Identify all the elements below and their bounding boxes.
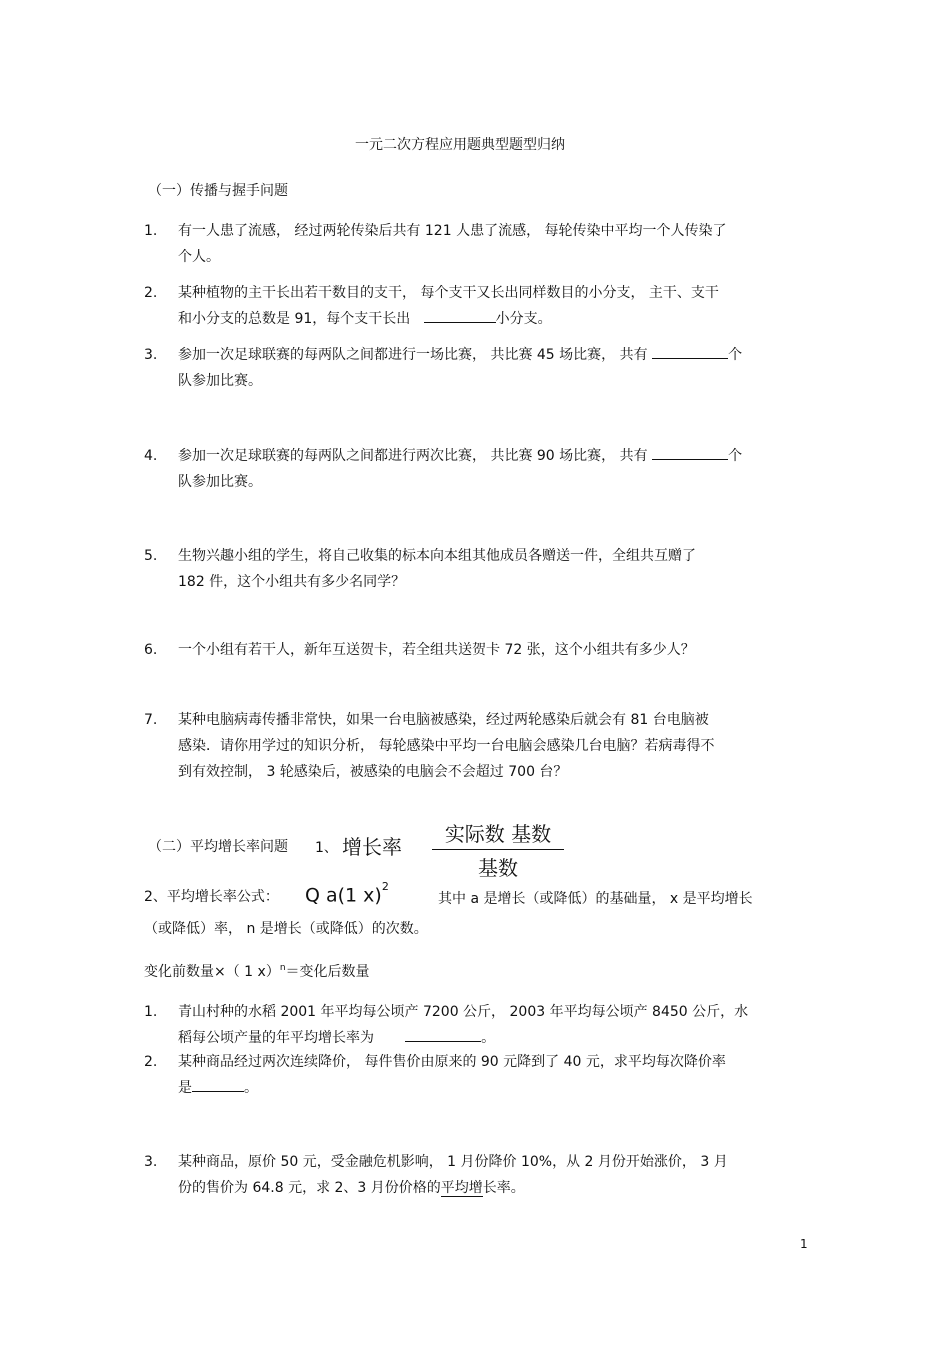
- problem-line: [178, 306, 719, 332]
- problem-line: 队参加比赛。: [178, 474, 262, 490]
- problem-text: [178, 280, 719, 332]
- problem-line: 某种商品经过两次连续降价， 每件售价由原来的 90 元降到了 40 元，求平均每次降价率: [178, 1054, 726, 1070]
- problem-line-part: 稻每公顷产量的年平均增长率为: [178, 1030, 374, 1046]
- problem-number: 1.: [144, 1004, 158, 1020]
- problem-line-part: 小分支。: [495, 311, 552, 327]
- problem-line-part: 是: [178, 1080, 192, 1096]
- problem-line: 某种电脑病毒传播非常快，如果一台电脑被感染，经过两轮感染后就会有 81 台电脑被: [178, 712, 709, 728]
- problem-line-part: 和小分支的总数是 91，每个支干长出: [178, 311, 411, 327]
- change-formula-left: 变化前数量×（ 1 x）: [144, 964, 280, 980]
- problem-line-part: 。: [481, 1030, 496, 1046]
- problem-text: [178, 707, 714, 785]
- problem-line: [178, 1075, 726, 1101]
- problem-line: 个人。: [178, 249, 220, 265]
- problem-line: 青山村种的水稻 2001 年平均每公顷产 7200 公斤， 2003 年平均每公顷产 8450 公斤，水: [178, 1004, 749, 1020]
- problem-line: 一个小组有若干人，新年互送贺卡，若全组共送贺卡 72 张，这个小组共有多少人？: [178, 642, 695, 658]
- answer-blank[interactable]: [424, 308, 496, 323]
- growth-rate-term: 增长率: [342, 835, 402, 859]
- problem-line: [178, 1025, 748, 1051]
- formula-body: Q a(1 x): [305, 884, 382, 907]
- formula-description: 其中 a 是增长（或降低）的基础量， x 是平均增长: [438, 891, 753, 907]
- problem-number: 7.: [144, 712, 158, 728]
- formula-description-2: （或降低）率， n 是增长（或降低）的次数。: [144, 921, 428, 937]
- problem-number: 2.: [144, 285, 158, 301]
- item-label: 1、: [315, 840, 338, 856]
- answer-blank[interactable]: [192, 1077, 244, 1092]
- formula-label: 2、平均增长率公式：: [144, 889, 279, 905]
- problem-number: 5.: [144, 548, 158, 564]
- problem-number: 3.: [144, 347, 158, 363]
- answer-blank[interactable]: [652, 445, 728, 460]
- problem-line: [178, 443, 742, 469]
- problem-number: 3.: [144, 1154, 158, 1170]
- problem-line: 某种植物的主干长出若干数目的支干， 每个支干又长出同样数目的小分支， 主干、支干: [178, 285, 719, 301]
- growth-rate-fraction: [432, 818, 564, 881]
- problem-line-part: 份的售价为 64.8 元，求 2、3 月份价格的: [178, 1180, 441, 1196]
- formula-exponent: 2: [381, 880, 389, 893]
- change-formula-exponent: n: [279, 963, 286, 973]
- problem-line: 感染．请你用学过的知识分析， 每轮感染中平均一台电脑会感染几台电脑？若病毒得不: [178, 738, 715, 754]
- section-heading-1: （一）传播与握手问题: [148, 183, 288, 199]
- page-number: 1: [800, 1237, 808, 1251]
- problem-line-part: 长率。: [482, 1180, 525, 1196]
- fraction-denominator: 基数: [478, 856, 518, 880]
- problem-line: 有一人患了流感， 经过两轮传染后共有 121 人患了流感， 每轮传染中平均一个人传染了: [178, 223, 727, 239]
- problem-line-part: 个: [728, 347, 743, 363]
- fraction-numerator: 实际数 基数: [432, 818, 564, 850]
- problem-text: [178, 1049, 726, 1101]
- problem-number: 6.: [144, 642, 158, 658]
- answer-blank[interactable]: [405, 1027, 481, 1042]
- problem-line: [178, 342, 742, 368]
- problem-line: 182 件，这个小组共有多少名同学？: [178, 574, 406, 590]
- growth-formula: [305, 880, 389, 907]
- section-heading-2: （二）平均增长率问题: [148, 839, 288, 855]
- problem-text: [178, 637, 695, 663]
- problem-line: [178, 1175, 728, 1201]
- underlined-text: 平均增: [440, 1180, 483, 1196]
- problem-line-part: 参加一次足球联赛的每两队之间都进行两次比赛， 共比赛 90 场比赛， 共有: [178, 448, 648, 464]
- problem-line: 某种商品，原价 50 元，受金融危机影响， 1 月份降价 10%，从 2 月份开始涨价， 3 月: [178, 1154, 728, 1170]
- problem-line-part: 。: [244, 1080, 258, 1096]
- problem-line-part: 个: [728, 448, 743, 464]
- problem-text: [178, 443, 742, 495]
- problem-number: 4.: [144, 448, 158, 464]
- page-title: 一元二次方程应用题典型题型归纳: [355, 137, 565, 153]
- change-formula-right: ＝变化后数量: [285, 964, 370, 980]
- problem-line-part: 参加一次足球联赛的每两队之间都进行一场比赛， 共比赛 45 场比赛， 共有: [178, 347, 648, 363]
- problem-text: [178, 543, 696, 595]
- problem-number: 2.: [144, 1054, 158, 1070]
- problem-line: 生物兴趣小组的学生，将自己收集的标本向本组其他成员各赠送一件，全组共互赠了: [178, 548, 696, 564]
- answer-blank[interactable]: [652, 344, 728, 359]
- problem-line: 到有效控制， 3 轮感染后，被感染的电脑会不会超过 700 台？: [178, 764, 568, 780]
- problem-text: [178, 1149, 728, 1201]
- change-formula: [144, 961, 370, 981]
- problem-text: [178, 999, 748, 1051]
- problem-text: [178, 342, 742, 394]
- problem-text: [178, 218, 727, 270]
- problem-line: 队参加比赛。: [178, 373, 262, 389]
- problem-number: 1.: [144, 223, 158, 239]
